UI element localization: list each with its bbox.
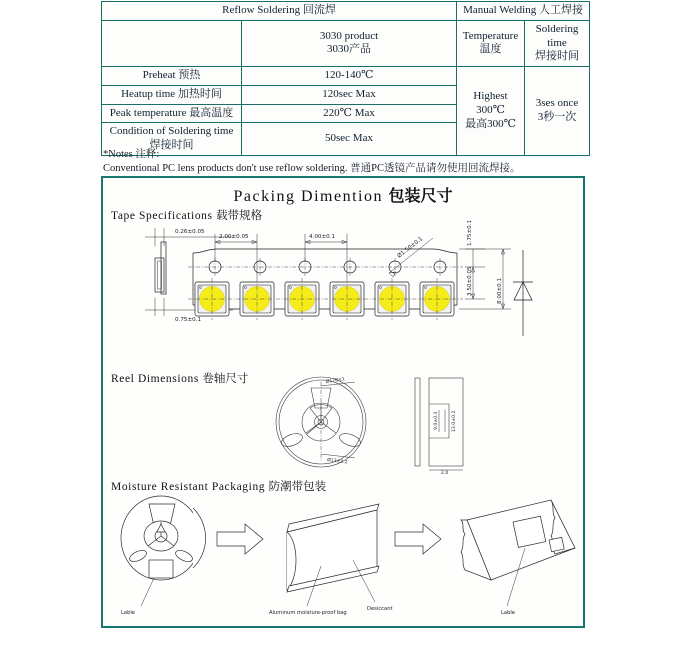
led-pockets: [188, 278, 463, 320]
dim-pitch-large-label: 4.00±0.1: [309, 234, 336, 240]
dim-thickness-label: 0.26±0.05: [175, 229, 205, 235]
carrier-tape-outline: [193, 249, 457, 309]
manual-time-line1: 3ses once: [535, 97, 579, 110]
condition-label-line2: 焊接时间: [149, 139, 194, 151]
table-row: [102, 67, 590, 86]
notes-body: Conventional PC lens products don't use reflow soldering. 普通PC透镜产品请勿使用回流焊接。: [103, 163, 521, 175]
temperature-en: Temperature: [462, 29, 519, 42]
dim-hole-to-center: [465, 266, 485, 299]
dim-pitch-large: [305, 234, 347, 278]
dim-hole-diameter: [389, 235, 433, 277]
reel-thickness-dim: 2.0: [441, 471, 449, 476]
row-value-peak-temperature: 220℃ Max: [242, 104, 457, 123]
moisture-step-bag: [269, 504, 393, 616]
reel-heading-en: Reel Dimensions: [111, 373, 199, 385]
manual-temp-line1: Highest: [473, 90, 508, 103]
packing-dimension-panel: [101, 176, 585, 628]
dim-edge-to-hole: [465, 220, 485, 267]
header-reflow-soldering: Reflow Soldering 回流焊: [102, 2, 457, 21]
dim-hole-diameter-label: Ø1.50±0.1: [396, 236, 425, 260]
dim-pitch-small: [215, 234, 257, 278]
dim-pitch-small-label: 2.00±0.05: [219, 234, 249, 240]
reel-hub-dim: Ø13±0.2: [326, 458, 348, 466]
subheader-temperature: [457, 20, 525, 66]
temperature-cn: 温度: [479, 43, 502, 56]
moisture-step-reel: [121, 496, 206, 616]
reel-dimension-drawing: [263, 374, 493, 474]
dim-bottom-thickness-label: 0.75±0.1: [175, 317, 202, 323]
tape-heading-en: Tape Specifications: [111, 210, 213, 222]
moisture-label-right: Lable: [501, 610, 515, 616]
subheader-product: [242, 20, 457, 66]
dim-edge-to-hole-label: 1.75±0.1: [467, 219, 473, 246]
moisture-heading-cn: 防潮带包装: [268, 479, 327, 493]
dim-hole-to-center-label: 3.50±0.05: [467, 266, 473, 296]
tape-specification-drawing: [133, 220, 553, 345]
moisture-label-left: Lable: [121, 610, 135, 616]
row-value-preheat: 120-140℃: [242, 67, 457, 86]
moisture-step-sealed-bag: [461, 500, 575, 616]
section-heading-reel-dimensions: [111, 370, 248, 386]
row-label-heatup-time: Heatup time 加热时间: [102, 85, 242, 104]
manual-soldering-time-value: [525, 67, 590, 156]
manual-time-line2: 3秒一次: [537, 110, 577, 123]
row-value-condition-soldering-time: 50sec Max: [242, 123, 457, 156]
reel-side-view: [415, 378, 463, 476]
tape-heading-cn: 载带规格: [216, 208, 263, 222]
condition-label-line1: Condition of Soldering time: [109, 125, 234, 138]
manual-temp-line2: 300℃: [476, 104, 505, 116]
reel-outer-dim: Ø178±1: [325, 377, 346, 385]
packing-title-en: Packing Dimention: [233, 188, 383, 205]
row-value-heatup-time: 120sec Max: [242, 85, 457, 104]
header-manual-welding: Manual Welding 人工焊接: [457, 2, 590, 21]
reel-heading-cn: 卷轴尺寸: [202, 371, 249, 385]
packing-title-cn: 包装尺寸: [388, 186, 453, 205]
moisture-heading-en: Moisture Resistant Packaging: [111, 481, 266, 493]
moisture-packaging-drawing: [109, 494, 585, 622]
table-row-header: [102, 2, 590, 21]
manual-temperature-value: [457, 67, 525, 156]
soldering-conditions-table: [101, 1, 590, 156]
soldering-time-en: Soldering time: [535, 22, 579, 49]
table-row-subheader: [102, 20, 590, 66]
diode-polarity-symbol: [503, 248, 543, 338]
product-en: 3030 product: [319, 29, 379, 42]
dim-tape-width-label: 8.00±0.1: [497, 277, 503, 304]
soldering-time-cn: 焊接时间: [535, 50, 580, 63]
packing-title: [103, 183, 583, 206]
product-cn: 3030产品: [327, 43, 371, 56]
arrow-right-icon: [395, 524, 441, 554]
tape-cross-section: [155, 242, 166, 294]
subheader-soldering-time: [525, 20, 590, 66]
moisture-label-desiccant: Desiccant: [367, 606, 393, 612]
reel-width-dim: 13.0±0.2: [452, 410, 457, 432]
moisture-label-bag: Aluminum moisture-proof bag: [269, 610, 347, 616]
reel-inner-width-dim: 9.0±0.3: [434, 411, 439, 430]
manual-temp-line3: 最高300℃: [465, 117, 516, 130]
notes-block: [103, 148, 603, 176]
row-label-peak-temperature: Peak temperature 最高温度: [102, 104, 242, 123]
subheader-blank: [102, 20, 242, 66]
reel-front-view: [276, 375, 366, 467]
arrow-right-icon: [217, 524, 263, 554]
row-label-preheat: Preheat 预热: [102, 67, 242, 86]
notes-title: *Notes 注释:: [103, 149, 160, 160]
section-heading-moisture-packaging: [111, 478, 326, 494]
